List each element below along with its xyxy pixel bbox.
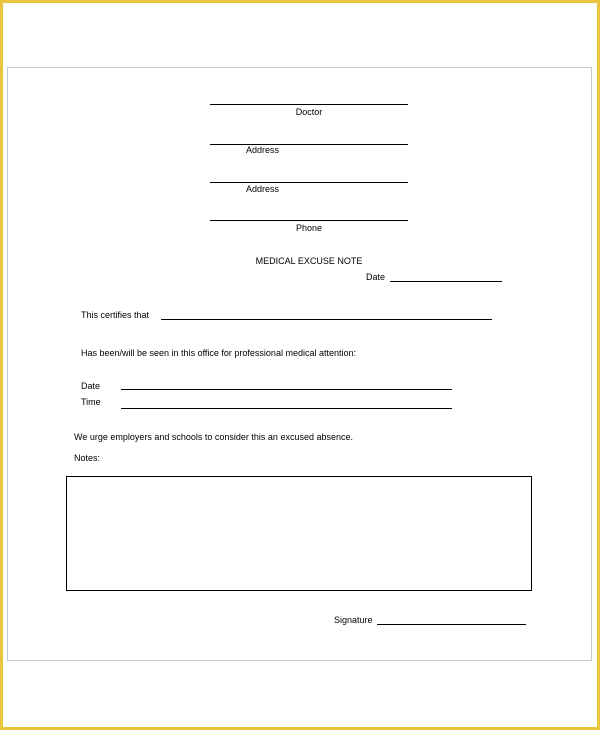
visit-date-label: Date [81, 381, 101, 391]
patient-name-line[interactable] [161, 319, 492, 320]
note-date-label: Date [366, 272, 386, 282]
signature-line[interactable] [377, 624, 526, 625]
address-line-2[interactable] [210, 182, 408, 183]
doctor-label: Doctor [295, 107, 323, 117]
note-date-line[interactable] [390, 281, 502, 282]
visit-time-line[interactable] [121, 408, 452, 409]
visit-date-line[interactable] [121, 389, 452, 390]
urge-text: We urge employers and schools to consider this an excused absence. [74, 432, 353, 442]
notes-label: Notes: [74, 453, 101, 463]
certify-label: This certifies that [81, 310, 150, 320]
doctor-line[interactable] [210, 104, 408, 105]
phone-line[interactable] [210, 220, 408, 221]
visit-time-label: Time [81, 397, 101, 407]
phone-label: Phone [295, 223, 323, 233]
address-label-1: Address [246, 145, 280, 155]
address-line-1[interactable] [210, 144, 408, 145]
attention-text: Has been/will be seen in this office for professional medical attention: [81, 348, 356, 358]
notes-box[interactable] [66, 476, 532, 591]
signature-label: Signature [334, 615, 373, 625]
form-title: MEDICAL EXCUSE NOTE [255, 256, 363, 266]
address-label-2: Address [246, 184, 280, 194]
